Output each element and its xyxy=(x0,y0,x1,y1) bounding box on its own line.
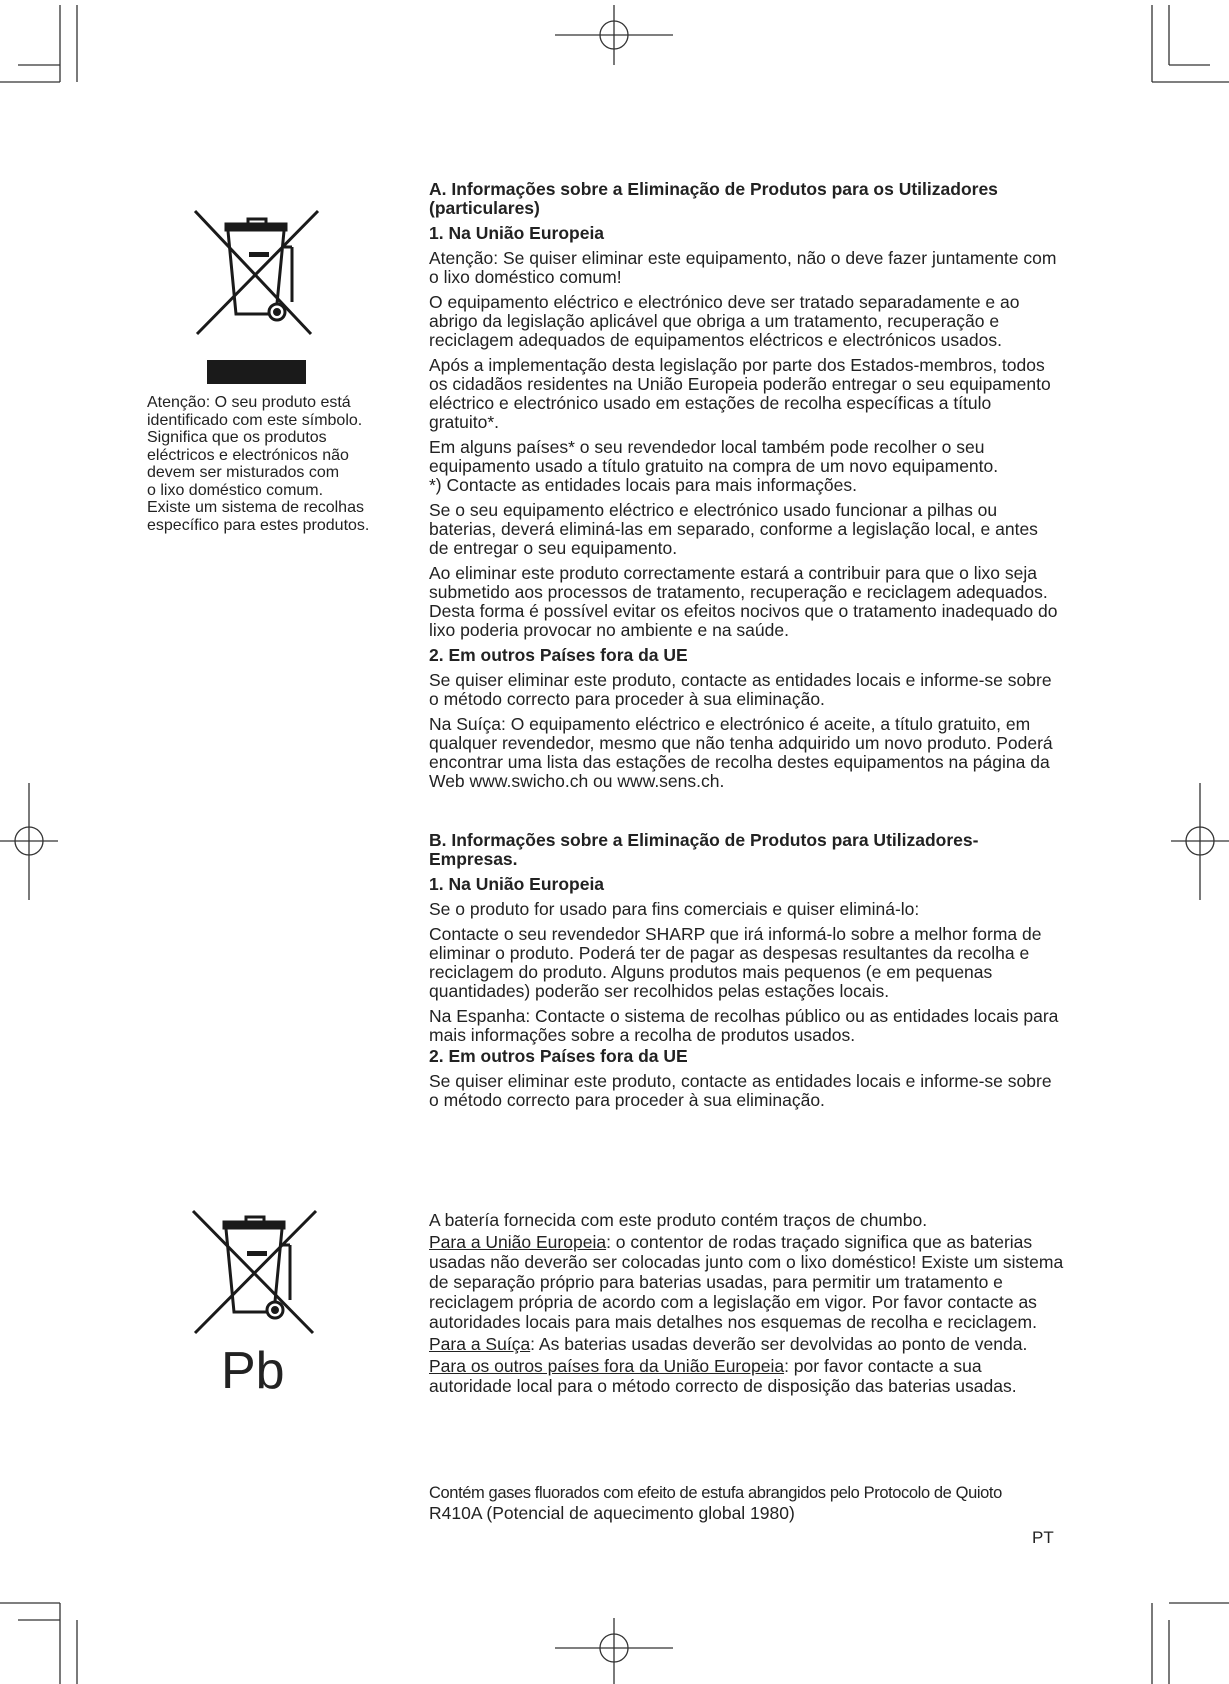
section-a xyxy=(429,180,1059,791)
crossed-out-wheeled-bin-icon xyxy=(193,1211,316,1333)
section-a-title: A. Informações sobre a Eliminação de Produtos para os Utilizadores (particulares) xyxy=(429,179,998,218)
paragraph: Contacte o seu revendedor SHARP que irá informá-lo sobre a melhor forma de eliminar o produto. Poderá ter de pagar as despesas resultantes da recolha e reciclagem do produto. Alguns produtos mais pequenos (e em pequenas quantidades) poderão ser recolhidos pelas estações locais. xyxy=(429,924,1042,1001)
paragraph: Se quiser eliminar este produto, contacte as entidades locais e informe-se sobre o método correcto para proceder à sua eliminação. xyxy=(429,670,1052,709)
caption-line: o lixo doméstico comum. xyxy=(147,481,324,499)
paragraph: Atenção: Se quiser eliminar este equipamento, não o deve fazer juntamente com o lixo doméstico comum! xyxy=(429,248,1057,287)
battery-other-paragraph xyxy=(429,1356,1069,1396)
caption-line: eléctricos e electrónicos não xyxy=(147,446,349,464)
caption-line: Existe um sistema de recolhas xyxy=(147,499,364,516)
gases-refrigerant-line: R410A (Potencial de aquecimento global 1980) xyxy=(429,1503,795,1523)
paragraph: Se o produto for usado para fins comerciais e quiser eliminá-lo: xyxy=(429,899,920,919)
crossed-out-wheeled-bin-icon xyxy=(195,211,318,334)
paragraph: Se quiser eliminar este produto, contacte as entidades locais e informe-se sobre o método correcto para proceder à sua eliminação. xyxy=(429,1071,1052,1110)
section-b-subheading-other: 2. Em outros Países fora da UE xyxy=(429,1046,688,1066)
footnote: *) Contacte as entidades locais para mais informações. xyxy=(429,475,857,495)
section-b xyxy=(429,831,1059,1110)
other-text: : por favor contacte a sua autoridade local para o método correcto de disposição das baterias usadas. xyxy=(429,1356,1017,1396)
paragraph: Após a implementação desta legislação por parte dos Estados-membros, todos os cidadãos residentes na União Europeia poderão entregar o seu equipamento eléctrico e electrónico usado em estações de recolha específicas a título gratuito*. xyxy=(429,355,1051,432)
symbol-date-bar xyxy=(207,360,306,384)
paragraph: O equipamento eléctrico e electrónico deve ser tratado separadamente e ao abrigo da legislação aplicável que obriga a um tratamento, recuperação e reciclagem adequados de equipamentos eléctricos e electrónicos usados. xyxy=(429,292,1020,350)
caption-line: Atenção: O seu produto está xyxy=(147,394,351,411)
battery-ch-paragraph xyxy=(429,1334,1069,1354)
paragraph: Em alguns países* o seu revendedor local também pode recolher o seu equipamento usado a título gratuito na compra de um novo equipamento. xyxy=(429,437,999,476)
section-a-subheading-other: 2. Em outros Países fora da UE xyxy=(429,645,688,665)
section-a-subheading-eu: 1. Na União Europeia xyxy=(429,223,605,243)
language-code: PT xyxy=(1032,1528,1054,1547)
ch-label: Para a Suíça xyxy=(429,1334,531,1354)
eu-label: Para a União Europeia xyxy=(429,1232,607,1252)
other-label: Para os outros países fora da União Europeia xyxy=(429,1356,785,1376)
caption-line: devem ser misturados com xyxy=(147,464,340,481)
ch-text: : As baterias usadas deverão ser devolvidas ao ponto de venda. xyxy=(530,1334,1028,1354)
battery-intro: A batería fornecida com este produto contém traços de chumbo. xyxy=(429,1210,928,1230)
caption-line: específico para estes produtos. xyxy=(147,516,370,534)
paragraph: Na Espanha: Contacte o sistema de recolhas público ou as entidades locais para mais informações sobre a recolha de produtos usados. xyxy=(429,1006,1059,1045)
paragraph: Se o seu equipamento eléctrico e electrónico usado funcionar a pilhas ou baterias, deverá eliminá-las em separado, conforme a legislação local, e antes de entregar o seu equipamento. xyxy=(429,500,1038,558)
lead-symbol-label: Pb xyxy=(221,1342,285,1400)
gases-line: Contém gases fluorados com efeito de estufa abrangidos pelo Protocolo de Quioto xyxy=(429,1484,1002,1502)
paragraph: Ao eliminar este produto correctamente estará a contribuir para que o lixo seja submetido aos processos de tratamento, recuperação e reciclagem adequados. Desta forma é possível evitar os efeitos nocivos que o tratamento inadequado do lixo poderia provocar no ambiente e na saúde. xyxy=(429,563,1058,640)
caption-line: Significa que os produtos xyxy=(147,429,327,446)
caption-line: identificado com este símbolo. xyxy=(147,411,363,429)
main-text-column xyxy=(429,180,1059,1116)
eu-text: : o contentor de rodas traçado significa que as baterias usadas não deverão ser colocadas junto com o lixo doméstico! Existe um sistema de separação próprio para baterias usadas, para permitir um tratamento e reciclagem própria de acordo com a legislação em vigor. Por favor contacte as autoridades locais para mais detalhes nos esquemas de recolha e reciclagem. xyxy=(429,1232,1064,1332)
symbol-caption xyxy=(147,394,397,534)
section-b-title: B. Informações sobre a Eliminação de Produtos para Utilizadores-Empresas. xyxy=(429,830,979,869)
fluorinated-gases-note xyxy=(429,1483,1069,1523)
paragraph: Na Suíça: O equipamento eléctrico e electrónico é aceite, a título gratuito, em qualquer revendedor, mesmo que não tenha adquirido um novo produto. Poderá encontrar uma lista das estações de recolha destes equipamentos na página da Web www.swicho.ch ou www.sens.ch. xyxy=(429,714,1053,791)
battery-disposal-info xyxy=(429,1210,1069,1398)
section-b-subheading-eu: 1. Na União Europeia xyxy=(429,874,605,894)
battery-eu-paragraph xyxy=(429,1232,1069,1332)
